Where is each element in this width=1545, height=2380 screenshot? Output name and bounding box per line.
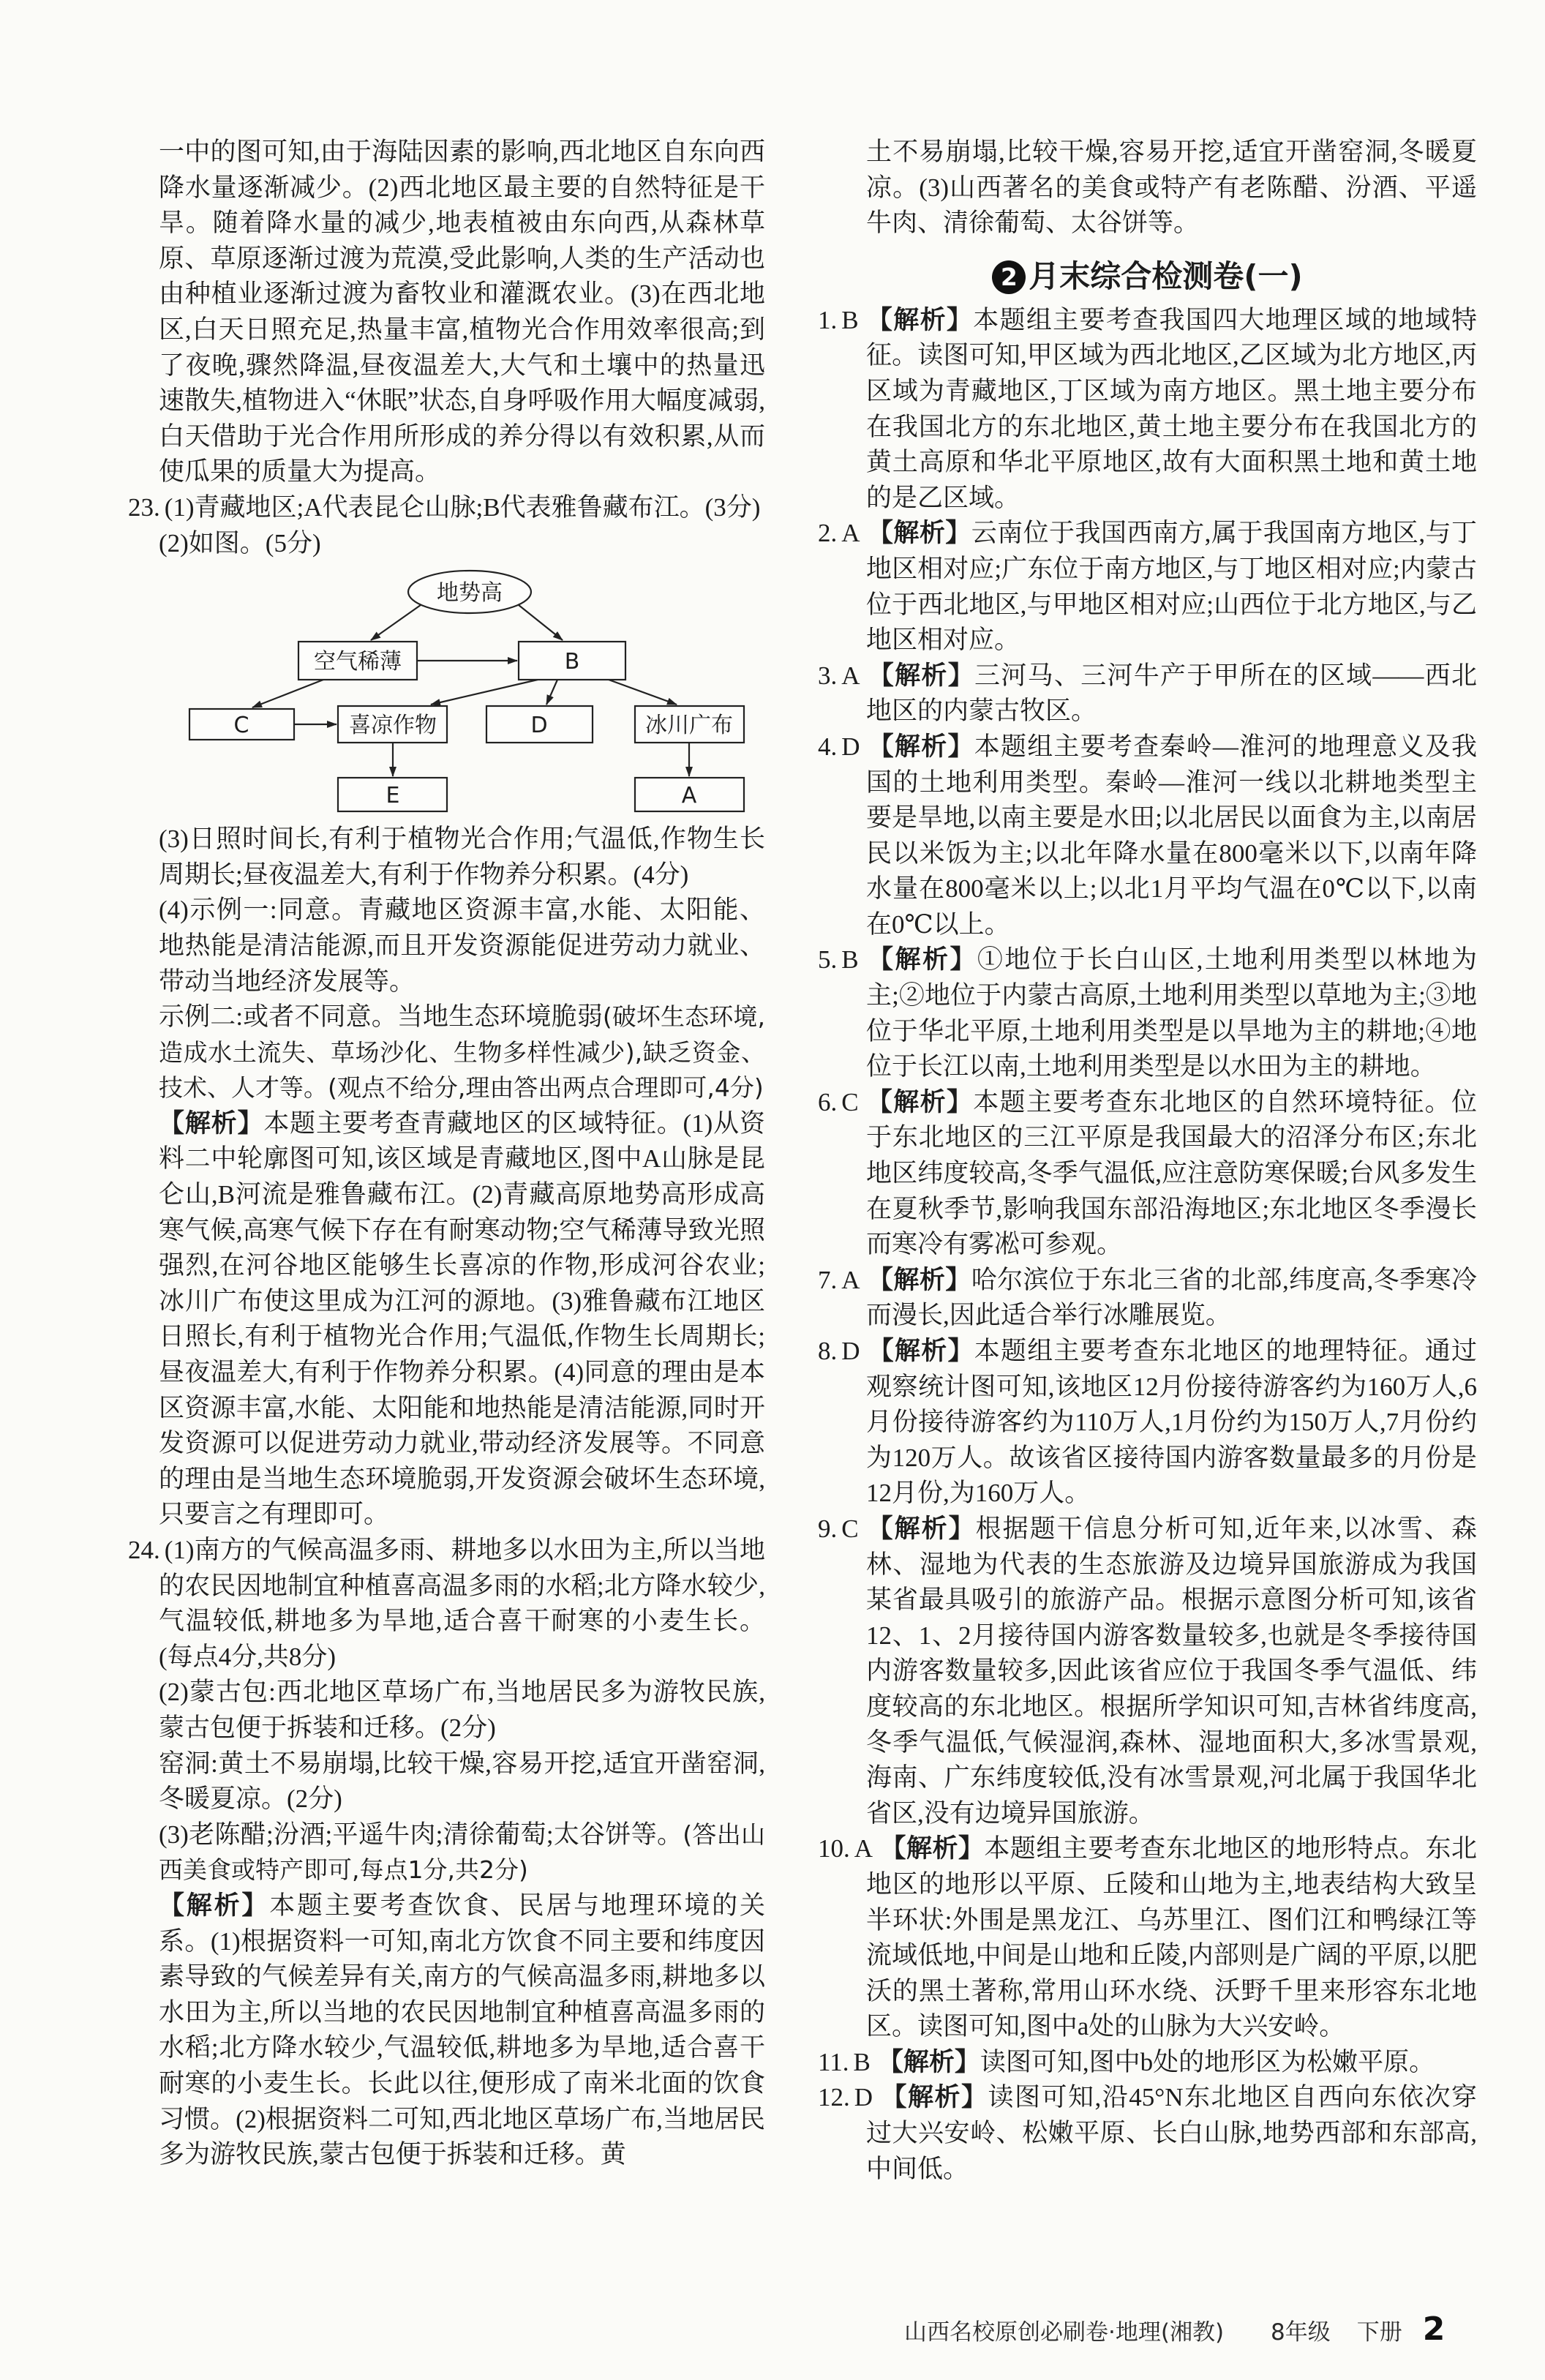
- footer-volume: 下册: [1356, 2319, 1402, 2346]
- node-altitude-label: 地势高: [437, 580, 503, 607]
- analysis-tag: 【解析】: [865, 945, 977, 975]
- question-23-part-1-text: (1)青藏地区;A代表昆仑山脉;B代表雅鲁藏布江。(3分): [164, 492, 761, 522]
- analysis-tag: 【解析】: [865, 1514, 976, 1543]
- answer-letter: B: [853, 2047, 871, 2076]
- answer-letter: A: [841, 1265, 860, 1294]
- node-b-label: B: [564, 649, 580, 675]
- flowchart-diagram: [188, 568, 751, 817]
- answer-item: [818, 1085, 1477, 1263]
- analysis-tag: 【解析】: [159, 1108, 264, 1138]
- answer-letter: D: [841, 1337, 860, 1365]
- question-23-example-2: [128, 999, 765, 1106]
- analysis-text: 哈尔滨位于东北三省的北部,纬度高,冬季寒冷而漫长,因此适合举行冰雕展览。: [866, 1265, 1477, 1330]
- arrow-altitude-to-thin-air: [371, 605, 421, 640]
- analysis-tag: 【解析】: [867, 732, 974, 761]
- question-23-example-2-lead: 示例二:或者不同意。当地生态环境脆弱: [159, 1002, 603, 1032]
- answer-item: [818, 1263, 1477, 1334]
- question-24-part-3-note: (答出山西美食或特产即可,每点1分,共2分): [159, 1820, 765, 1885]
- answer-letter: A: [854, 1834, 873, 1863]
- analysis-tag: 【解析】: [867, 1265, 971, 1294]
- answer-letter: A: [841, 519, 860, 548]
- analysis-text: 本题主要考查东北地区的自然环境特征。位于东北地区的三江平原是我国最大的沼泽分布区;东北地区纬度较高,冬季气温低,应注意防寒保暖;台风多发生在夏秋季节,影响我国东部沿海地区;东北地区冬季漫长而寒冷有雾凇可参观。: [866, 1087, 1477, 1259]
- question-24-analysis: [128, 1888, 765, 2173]
- question-24-part-3-text: (3)老陈醋;汾酒;平遥牛肉;清徐葡萄;太谷饼等。: [159, 1820, 683, 1849]
- answer-item: [818, 303, 1477, 517]
- right-column: [818, 135, 1477, 2187]
- question-23-part-4: (4)示例一:同意。青藏地区资源丰富,水能、太阳能、地热能是清洁能源,而且开发资源能促进劳动力就业、带动当地经济发展等。: [159, 896, 765, 996]
- answer-letter: C: [841, 1514, 859, 1543]
- node-thin-air-label: 空气稀薄: [314, 649, 402, 675]
- arrow-b-to-d: [546, 680, 557, 705]
- analysis-tag: 【解析】: [880, 1834, 985, 1863]
- analysis-tag: 【解析】: [159, 1891, 270, 1920]
- analysis-tag: 【解析】: [865, 1087, 974, 1116]
- question-23-number: 23.: [128, 492, 160, 522]
- answer-letter: A: [841, 661, 860, 690]
- item-number: 7.: [818, 1265, 838, 1294]
- item-number: 6.: [818, 1087, 838, 1116]
- analysis-tag: 【解析】: [880, 2083, 988, 2112]
- node-e-label: E: [386, 783, 400, 809]
- arrow-b-to-cool-crops: [431, 680, 538, 705]
- answer-item: [818, 1831, 1477, 2045]
- question-23-part-2: (2)如图。(5分): [159, 528, 321, 558]
- answer-letter: D: [854, 2083, 873, 2112]
- item-number: 1.: [818, 305, 838, 334]
- answer-item: [818, 1512, 1477, 1831]
- answer-item: [818, 942, 1477, 1084]
- item-number: 3.: [818, 661, 838, 690]
- continued-analysis-paragraph: 一中的图可知,由于海陆因素的影响,西北地区自东向西降水量逐渐减少。(2)西北地区最主要的自然特征是干旱。随着降水量的减少,地表植被由东向西,从森林草原、草原逐渐过渡为荒漠,受此影响,人类的生产活动也由种植业逐渐过渡为畜牧业和灌溉农业。(3)在西北地区,白天日照充足,热量丰富,植物光合作用效率很高;到了夜晚,骤然降温,昼夜温差大,大气和土壤中的热量迅速散失,植物进入“休眠”状态,自身呼吸作用大幅度减弱,白天借助于光合作用所形成的养分得以有效积累,从而使瓜果的质量大为提高。: [159, 138, 765, 487]
- answer-item: [818, 729, 1477, 943]
- analysis-text: 云南位于我国西南方,属于我国南方地区,与丁地区相对应;广东位于南方地区,与丁地区相对应;内蒙古位于西北地区,与甲地区相对应;山西位于北方地区,与乙地区相对应。: [866, 519, 1477, 655]
- section-title-text: 月末综合检测卷(一): [1029, 258, 1303, 294]
- item-number: 8.: [818, 1337, 838, 1365]
- answer-item: [818, 516, 1477, 658]
- question-24-number: 24.: [128, 1536, 160, 1564]
- question-24-cave-dwelling: 窑洞:黄土不易崩塌,比较干燥,容易开挖,适宜开凿窑洞,冬暖夏凉。(2分): [159, 1749, 765, 1814]
- node-c-label: C: [233, 713, 249, 739]
- footer-book-title: 山西名校原创必刷卷·地理(湘教): [904, 2319, 1225, 2346]
- question-23-analysis-text: 本题主要考查青藏地区的区域特征。(1)从资料二中轮廓图可知,该区域是青藏地区,图中A山脉是昆仑山,B河流是雅鲁藏布江。(2)青藏高原地势高形成高寒气候,高寒气候下存在有耐寒动物;空气稀薄导致光照强烈,在河谷地区能够生长喜凉的作物,形成河谷农业;冰川广布使这里成为江河的源地。(3)雅鲁藏布江地区日照长,有利于植物光合作用;气温低,作物生长周期长;昼夜温差大,有利于作物养分积累。(4)同意的理由是本区资源丰富,水能、太阳能和地热能是清洁能源,同时开发资源可以促进劳动力就业,带动经济发展等。不同意的理由是当地生态环境脆弱,开发资源会破坏生态环境,只要言之有理即可。: [159, 1108, 766, 1529]
- answer-letter: C: [841, 1087, 859, 1116]
- item-number: 12.: [818, 2083, 850, 2112]
- analysis-text: 三河马、三河牛产于甲所在的区域——西北地区的内蒙古牧区。: [866, 661, 1477, 726]
- node-cool-crops-label: 喜凉作物: [349, 713, 437, 739]
- page-footer: [904, 2310, 1445, 2348]
- analysis-text: 读图可知,图中b处的地形区为松嫩平原。: [980, 2047, 1435, 2076]
- question-24-analysis-text: 本题主要考查饮食、民居与地理环境的关系。(1)根据资料一可知,南北方饮食不同主要和纬度因素导致的气候差异有关,南方的气候高温多雨,耕地多以水田为主,所以当地的农民因地制宜种植喜高温多雨的水稻;北方降水较少,气温较低,耕地多为旱地,适合喜干耐寒的小麦生长。长此以往,便形成了南米北面的饮食习惯。(2)根据资料二可知,西北地区草场广布,当地居民多为游牧民族,蒙古包便于拆装和迁移。黄: [159, 1891, 765, 2169]
- analysis-text: 本题组主要考查东北地区的地形特点。东北地区的地形以平原、丘陵和山地为主,地表结构大致呈半环状:外围是黑龙江、乌苏里江、图们江和鸭绿江等流域低地,中间是山地和丘陵,内部则是广阔的平原,以肥沃的黑土著称,常用山环水绕、沃野千里来形容东北地区。读图可知,图中a处的山脉为大兴安岭。: [866, 1834, 1477, 2041]
- analysis-text: 读图可知,沿45°N东北地区自西向东依次穿过大兴安岭、松嫩平原、长白山脉,地势西部和东部高,中间低。: [866, 2083, 1477, 2183]
- question-24-part-1-text: (1)南方的气候高温多雨、耕地多以水田为主,所以当地的农民因地制宜种植喜高温多雨的水稻;北方降水较少,气温较低,耕地多为旱地,适合喜干耐寒的小麦生长。(每点4分,共8分): [159, 1536, 765, 1671]
- item-number: 9.: [818, 1514, 838, 1543]
- node-d-label: D: [530, 713, 548, 739]
- question-23-part-1: [128, 490, 765, 526]
- answer-letter: B: [841, 945, 859, 975]
- section-number-badge: 2: [992, 260, 1026, 294]
- footer-grade: 8年级: [1271, 2319, 1331, 2346]
- analysis-text: 本题组主要考查我国四大地理区域的地域特征。读图可知,甲区域为西北地区,乙区域为北方地区,丙区域为青藏地区,丁区域为南方地区。黑土地主要分布在我国北方的东北地区,黄土地主要分布在我国北方的黄土高原和华北平原地区,故有大面积黑土地和黄土地的是乙区域。: [866, 305, 1477, 512]
- node-a-label: A: [681, 783, 697, 809]
- analysis-tag: 【解析】: [865, 305, 974, 334]
- analysis-tag: 【解析】: [867, 1337, 974, 1365]
- item-number: 11.: [818, 2047, 849, 2076]
- item-number: 10.: [818, 1834, 850, 1863]
- answer-item: [818, 2045, 1477, 2081]
- item-number: 5.: [818, 945, 838, 975]
- analysis-text: ①地位于长白山区,土地利用类型以林地为主;②地位于内蒙古高原,土地利用类型以草地为主;③地位于华北平原,土地利用类型是以旱地为主的耕地;④地位于长江以南,土地利用类型是以水田为主的耕地。: [866, 945, 1477, 1081]
- arrow-thin-air-to-c: [252, 680, 323, 707]
- answer-item: [818, 658, 1477, 729]
- answer-letter: B: [841, 305, 859, 334]
- question-24-part-1: [128, 1533, 765, 1675]
- continued-analysis-paragraph: 土不易崩塌,比较干燥,容易开挖,适宜开凿窑洞,冬暖夏凉。(3)山西著名的美食或特产有老陈醋、汾酒、平遥牛肉、清徐葡萄、太谷饼等。: [866, 138, 1477, 238]
- item-number: 2.: [818, 519, 838, 548]
- question-23-example-2-note: (破坏生态环境,造成水土流失、草场沙化、生物多样性减少),缺乏资金、技术、人才等。(观点不给分,理由答出两点合理即可,4分): [159, 1002, 765, 1103]
- arrow-b-to-glaciers: [609, 680, 677, 705]
- left-column: [128, 135, 765, 2173]
- item-number: 4.: [818, 732, 838, 761]
- section-title: [818, 255, 1477, 299]
- page-number: 2: [1422, 2310, 1446, 2348]
- analysis-text: 本题组主要考查东北地区的地理特征。通过观察统计图可知,该地区12月份接待游客约为160万人,6月份接待游客约为110万人,1月份约为150万人,7月份约为120万人。故该省区接待国内游客数量最多的月份是12月份,为160万人。: [866, 1337, 1477, 1508]
- analysis-text: 根据题干信息分析可知,近年来,以冰雪、森林、湿地为代表的生态旅游及边境异国旅游成为我国某省最具吸引的旅游产品。根据示意图分析可知,该省12、1、2月接待国内游客数量较多,也就是冬季接待国内游客数量较多,因此该省应位于我国冬季气温低、纬度较高的东北地区。根据所学知识可知,吉林省纬度高,冬季气温低,气候湿润,森林、湿地面积大,多冰雪景观,海南、广东纬度较低,没有冰雪景观,河北属于我国华北省区,没有边境异国旅游。: [866, 1514, 1477, 1828]
- question-23-analysis: [128, 1106, 765, 1533]
- arrow-altitude-to-b: [519, 605, 563, 640]
- question-24-part-2: (2)蒙古包:西北地区草场广布,当地居民多为游牧民族,蒙古包便于拆装和迁移。(2分): [159, 1678, 765, 1742]
- answer-letter: D: [841, 732, 860, 761]
- analysis-text: 本题组主要考查秦岭—淮河的地理意义及我国的土地利用类型。秦岭—淮河一线以北耕地类型主要是旱地,以南主要是水田;以北居民以面食为主,以南居民以米饭为主;以北年降水量在800毫米以下,以南年降水量在800毫米以上;以北1月平均气温在0℃以下,以南在0℃以上。: [866, 732, 1477, 939]
- answer-item: [818, 2080, 1477, 2187]
- question-23-part-3: (3)日照时间长,有利于植物光合作用;气温低,作物生长周期长;昼夜温差大,有利于作物养分积累。(4分): [159, 825, 765, 889]
- question-24-part-3: [128, 1817, 765, 1888]
- answer-item: [818, 1334, 1477, 1512]
- analysis-tag: 【解析】: [867, 661, 974, 690]
- analysis-tag: 【解析】: [877, 2047, 980, 2076]
- node-glaciers-label: 冰川广布: [645, 713, 733, 739]
- analysis-tag: 【解析】: [867, 519, 971, 548]
